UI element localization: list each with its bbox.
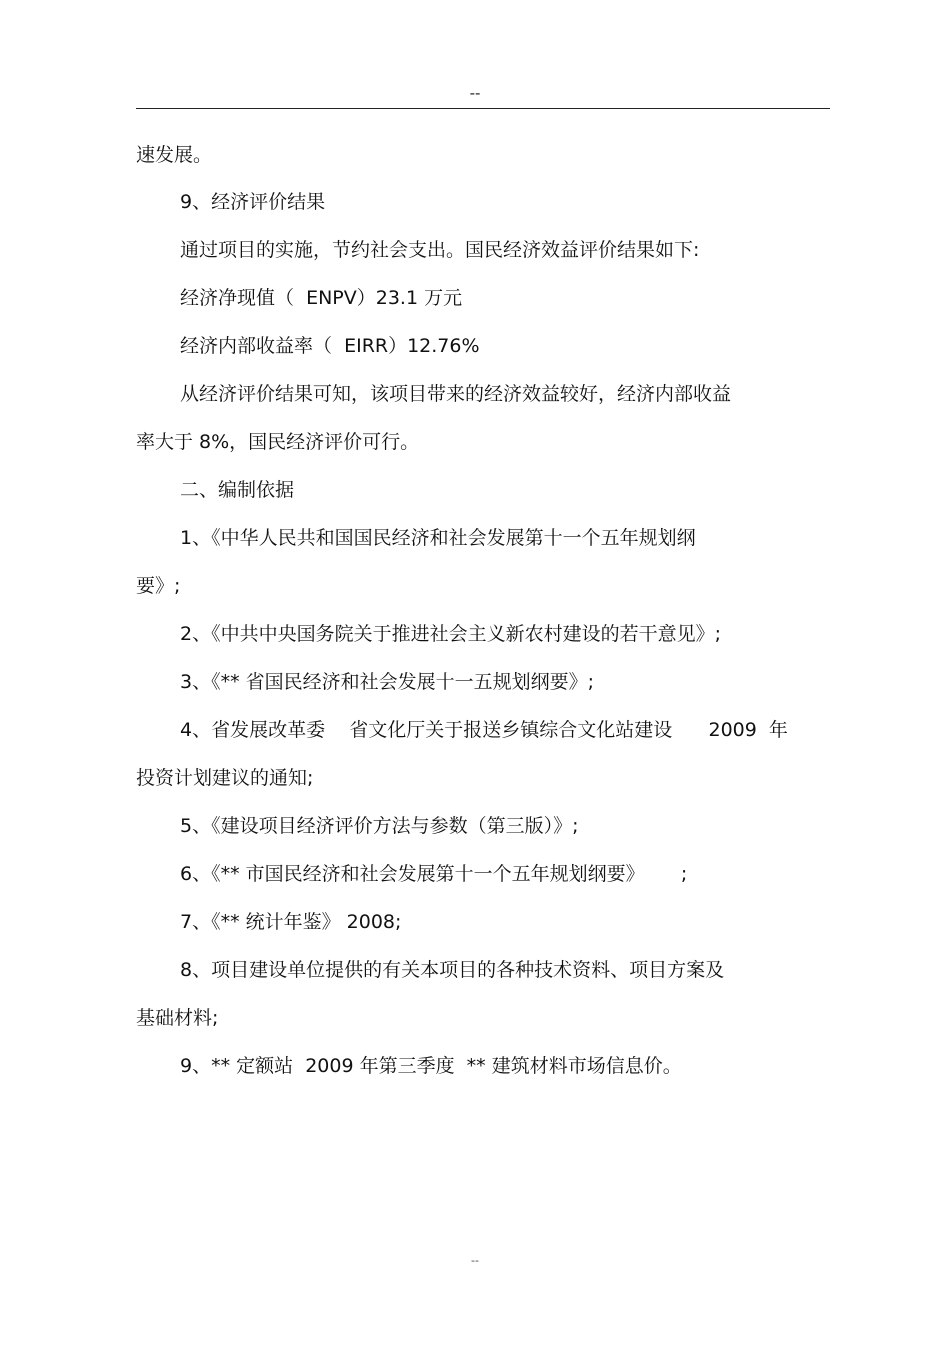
list-item: 5、《建设项目经济评价方法与参数（第三版）》; bbox=[180, 815, 579, 837]
list-item: 6、《** 市国民经济和社会发展第十一个五年规划纲要》 ; bbox=[180, 863, 688, 885]
text-line: 通过项目的实施，节约社会支出。国民经济效益评价结果如下: bbox=[180, 239, 700, 261]
list-item: 8、项目建设单位提供的有关本项目的各种技术资料、项目方案及 bbox=[180, 959, 725, 981]
list-item-continuation: 投资计划建议的通知; bbox=[136, 767, 314, 789]
section-heading: 9、经济评价结果 bbox=[180, 191, 326, 213]
text-line: 从经济评价结果可知，该项目带来的经济效益较好，经济内部收益 bbox=[180, 383, 732, 405]
page-footer-mark: -- bbox=[471, 1254, 479, 1267]
text-line: 经济净现值（ ENPV）23.1 万元 bbox=[180, 287, 463, 309]
text-line: 率大于 8%，国民经济评价可行。 bbox=[136, 431, 420, 453]
list-item: 9、** 定额站 2009 年第三季度 ** 建筑材料市场信息价。 bbox=[180, 1055, 682, 1077]
text-line: 经济内部收益率（ EIRR）12.76% bbox=[180, 335, 480, 357]
list-item-continuation: 基础材料; bbox=[136, 1007, 219, 1029]
section-heading: 二、编制依据 bbox=[180, 479, 295, 501]
text-line: 速发展。 bbox=[136, 144, 213, 166]
header-rule bbox=[136, 108, 830, 109]
page-header-mark: -- bbox=[469, 84, 481, 102]
list-item: 2、《中共中央国务院关于推进社会主义新农村建设的若干意见》; bbox=[180, 623, 721, 645]
list-item: 3、《** 省国民经济和社会发展十一五规划纲要》; bbox=[180, 671, 595, 693]
list-item: 1、《中华人民共和国国民经济和社会发展第十一个五年规划纲 bbox=[180, 527, 696, 549]
list-item: 7、《** 统计年鉴》 2008; bbox=[180, 911, 402, 933]
list-item: 4、省发展改革委 省文化厅关于报送乡镇综合文化站建设 2009 年 bbox=[180, 719, 788, 741]
list-item-continuation: 要》; bbox=[136, 575, 181, 597]
